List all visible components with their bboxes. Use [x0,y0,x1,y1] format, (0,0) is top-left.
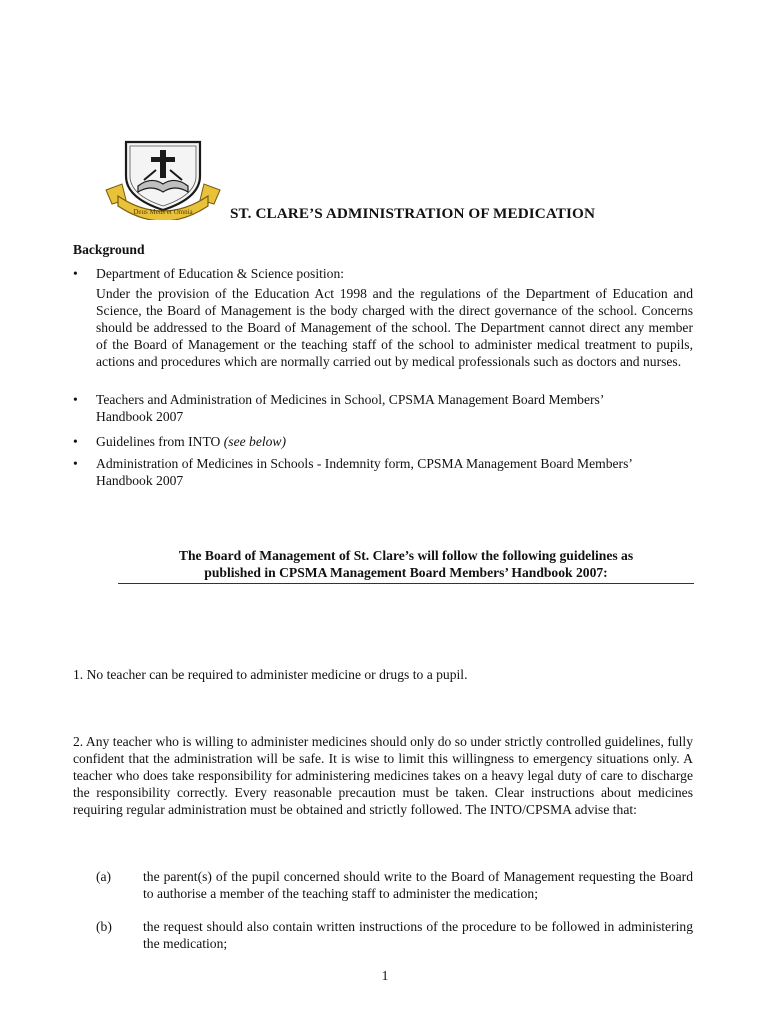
guideline-point-1: 1. No teacher can be required to administer medicine or drugs to a pupil. [73,667,468,682]
bullet-label: Administration of Medicines in Schools - Indemnity form, CPSMA Management Board Members’ Handbook 2007 [96,456,632,488]
bullet-item [73,265,693,282]
sub-item-label: (b) [96,919,112,934]
bullet-symbol: • [73,266,78,281]
sub-item-label: (a) [96,869,112,884]
board-heading-line: The Board of Management of St. Clare’s will follow the following guidelines as [178,548,634,563]
education-act-paragraph: Under the provision of the Education Act 1998 and the regulations of the Department of Education and Science, the Board of Management is the body charged with the direct governance of the school. Concerns should be addressed to the Board of Management of the school. The Department cannot direct any member of the Board of Management or the teaching staff of the school to administer medical treatment to pupils, actions and procedures which are normally carried out by medical professionals such as doctors and nurses. [96,286,693,369]
bullet-symbol: • [73,434,78,449]
bullet-item [73,433,693,450]
bullet-label: Teachers and Administration of Medicines in School, CPSMA Management Board Members’ Handbook 2007 [96,392,604,424]
section-heading-background: Background [73,242,145,257]
bullet-item [73,455,693,489]
bullet-label: Department of Education & Science position: [96,266,345,281]
bullet-item [73,391,693,425]
svg-text:Deus Meus et Omnia: Deus Meus et Omnia [133,208,193,216]
bullet-symbol: • [73,392,78,407]
page-number: 1 [381,968,389,983]
guideline-point-2: 2. Any teacher who is willing to administer medicines should only do so under strictly controlled guidelines, fully confident that the administration will be safe. It is wise to limit this willingness to emergency situations only. A teacher who does take responsibility for administering medicines takes on a heavy legal duty of care to discharge the responsibility correctly. Every reasonable precaution must be taken. Clear instructions about medicines requiring regular administration must be obtained and strictly followed. The INTO/CPSMA advise that: [73,734,693,817]
board-heading-line: published in CPSMA Management Board Members’ Handbook 2007: [204,565,608,580]
school-crest [104,140,222,220]
sub-item [73,918,693,952]
board-guidelines-heading [118,547,694,584]
bullet-note: (see below) [223,434,287,449]
page-title: ST. CLARE’S ADMINISTRATION OF MEDICATION [230,205,596,222]
sub-item-text: the request should also contain written instructions of the procedure to be followed in administering the medication; [143,919,693,951]
bullet-symbol: • [73,456,78,471]
sub-item-text: the parent(s) of the pupil concerned should write to the Board of Management requesting the Board to authorise a member of the teaching staff to administer the medication; [143,869,693,901]
bullet-label: Guidelines from INTO [96,434,221,449]
sub-item [73,868,693,902]
